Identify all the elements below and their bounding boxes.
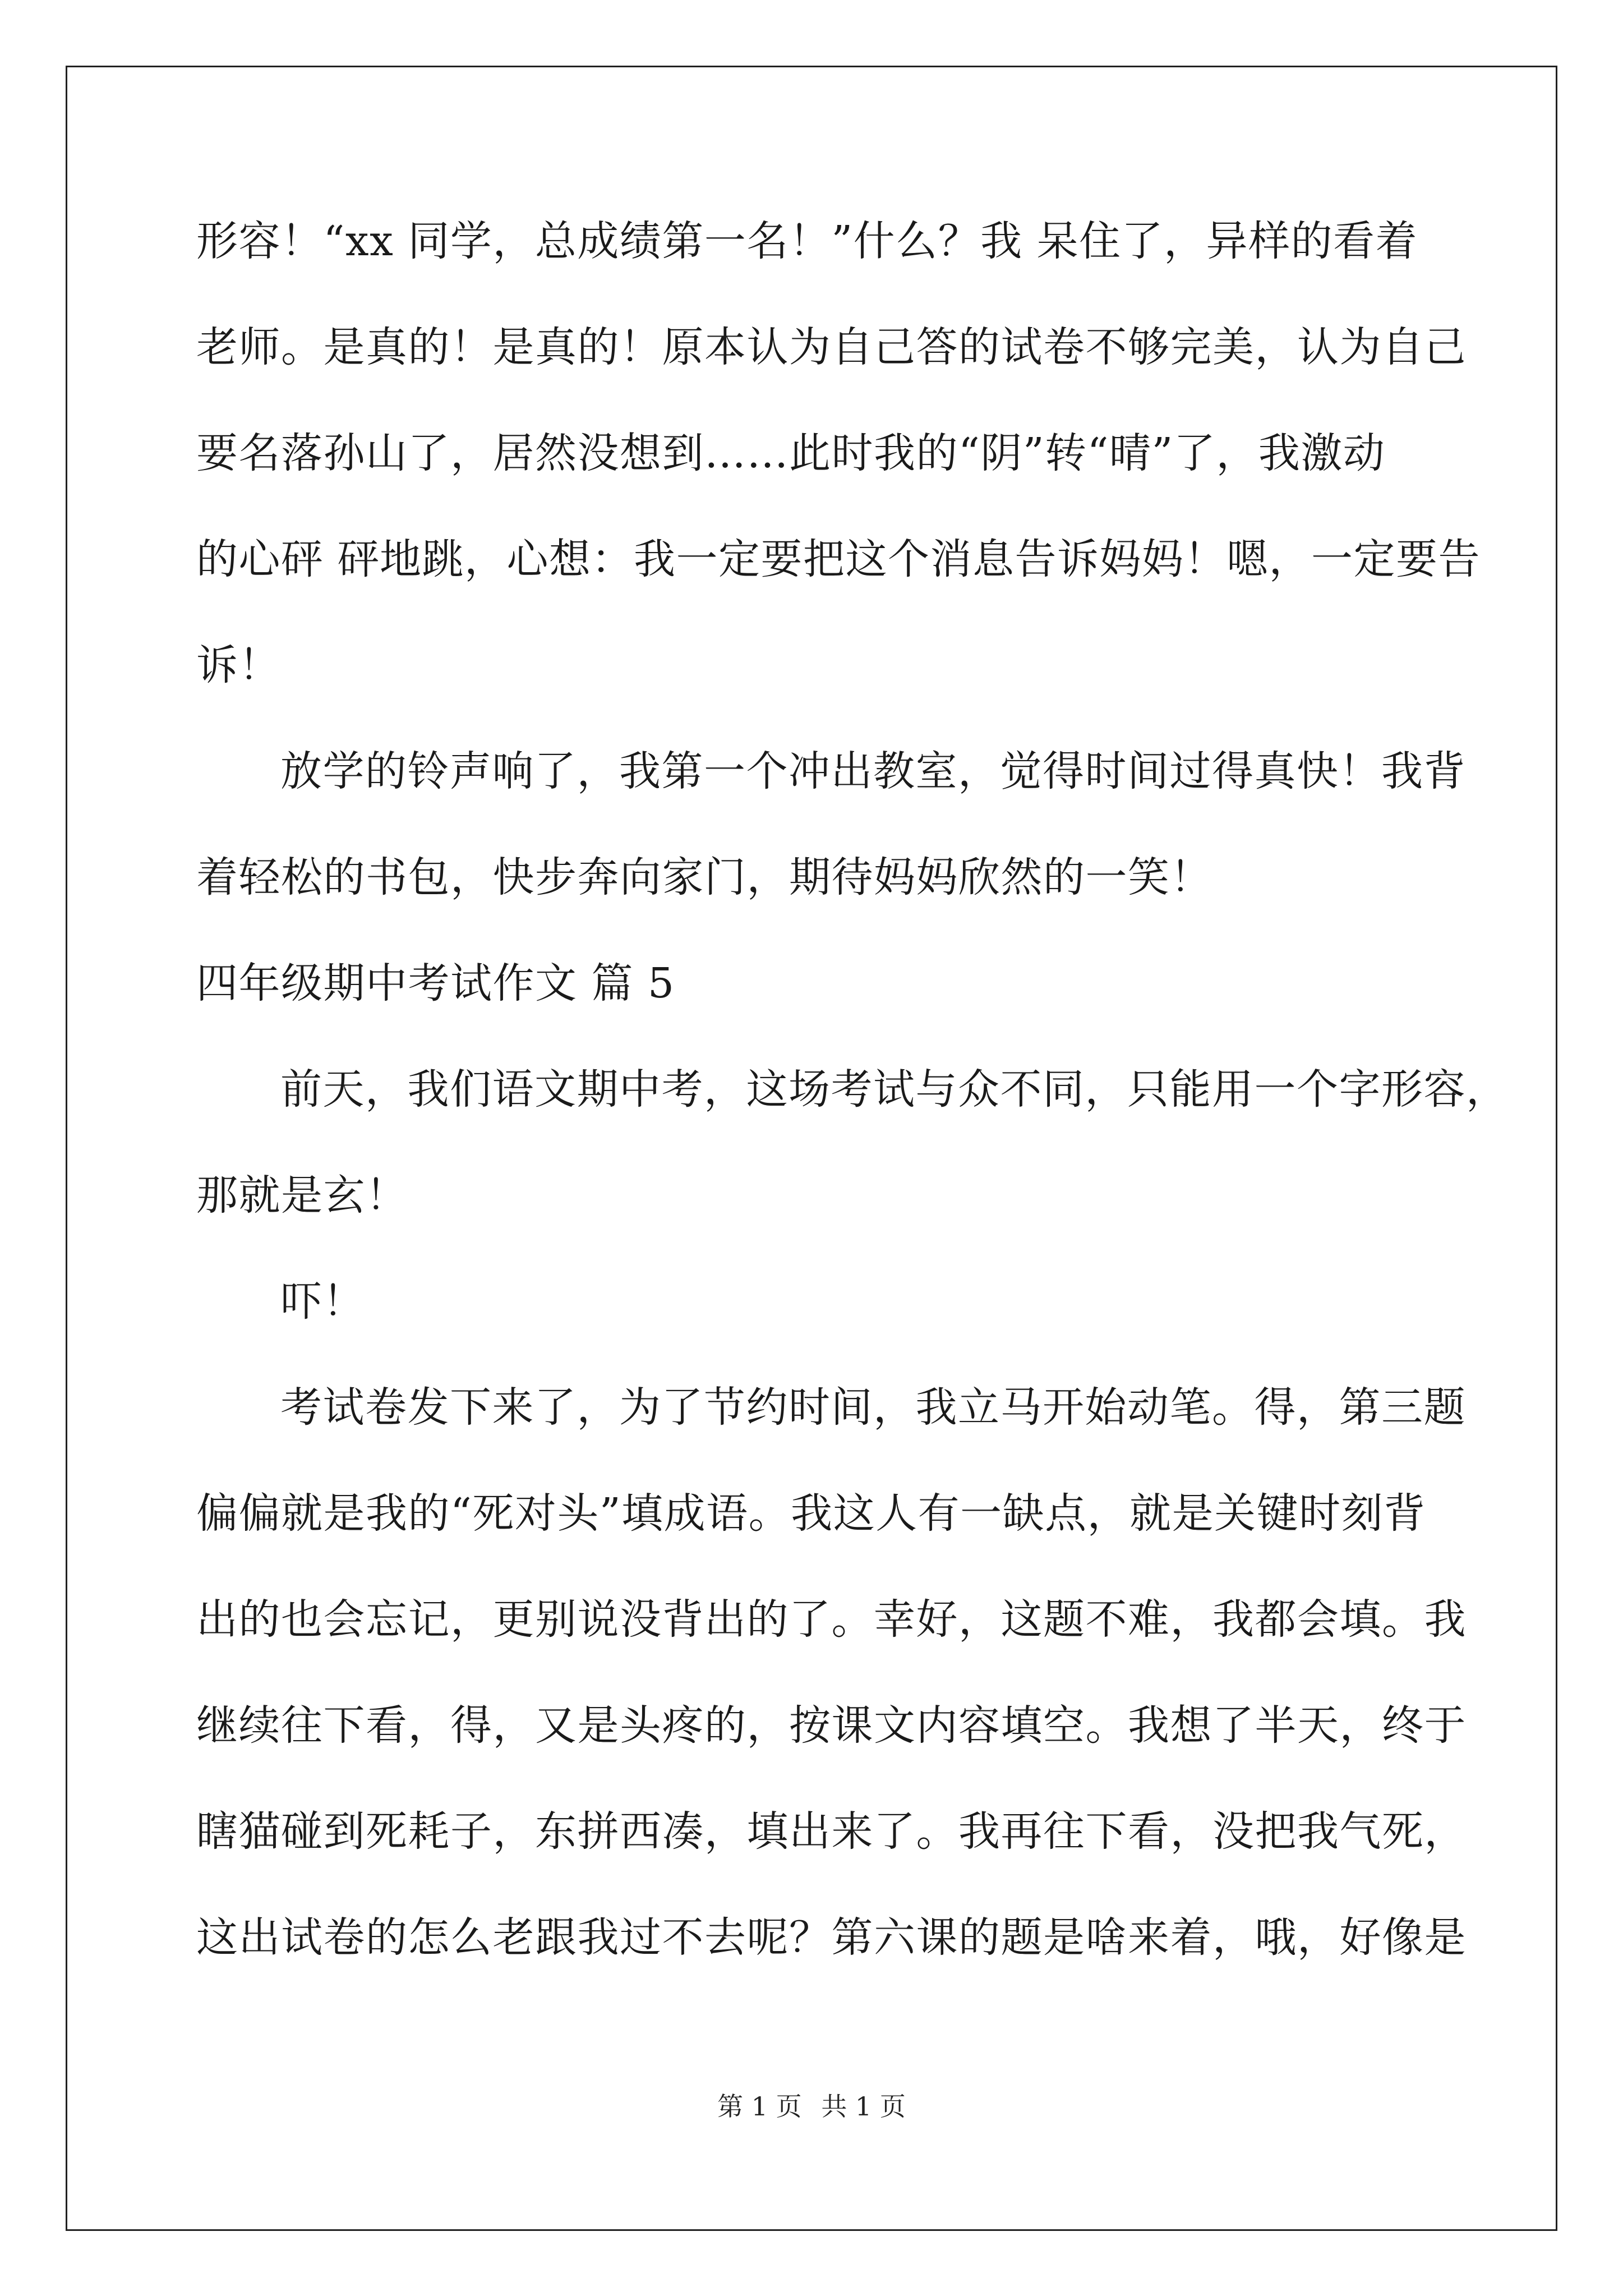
text-line: 老师。是真的！是真的！原本认为自己答的试卷不够完美，认为自己 [196,323,1467,371]
text-line: 的心砰 砰地跳，心想：我一定要把这个消息告诉妈妈！嗯，一定要告 [196,535,1481,583]
text-line: 放学的铃声响了，我第一个冲出教室，觉得时间过得真快！我背 [280,747,1466,795]
text-line: 形容！“xx 同学，总成绩第一名！”什么？我 呆住了，异样的看着 [196,217,1418,265]
text-line: 瞎猫碰到死耗子，东拼西凑，填出来了。我再往下看，没把我气死， [196,1807,1467,1856]
text-line: 前天，我们语文期中考，这场考试与众不同，只能用一个字形容， [280,1065,1509,1114]
text-line: 考试卷发下来了，为了节约时间，我立马开始动笔。得，第三题 [280,1383,1466,1432]
text-line: 吓！ [280,1277,365,1326]
text-line: 偏偏就是我的“死对头”填成语。我这人有一缺点，就是关键时刻背 [196,1489,1426,1538]
page-number: 第 1 页 [717,2091,802,2122]
page-footer [0,2090,1623,2123]
text-line: 出的也会忘记，更别说没背出的了。幸好，这题不难，我都会填。我 [196,1595,1467,1644]
section-heading: 四年级期中考试作文 篇 5 [196,959,675,1007]
text-line: 诉！ [196,641,281,689]
page-total: 共 1 页 [821,2091,906,2122]
text-line: 着轻松的书包，快步奔向家门，期待妈妈欣然的一笑！ [196,853,1212,901]
text-line: 要名落孙山了，居然没想到……此时我的“阴”转“晴”了，我激动 [196,429,1386,477]
text-line: 这出试卷的怎么老跟我过不去呢？第六课的题是啥来着，哦，好像是 [196,1913,1467,1962]
text-line: 继续往下看，得，又是头疼的，按课文内容填空。我想了半天，终于 [196,1701,1467,1750]
text-line: 那就是玄！ [196,1171,408,1220]
